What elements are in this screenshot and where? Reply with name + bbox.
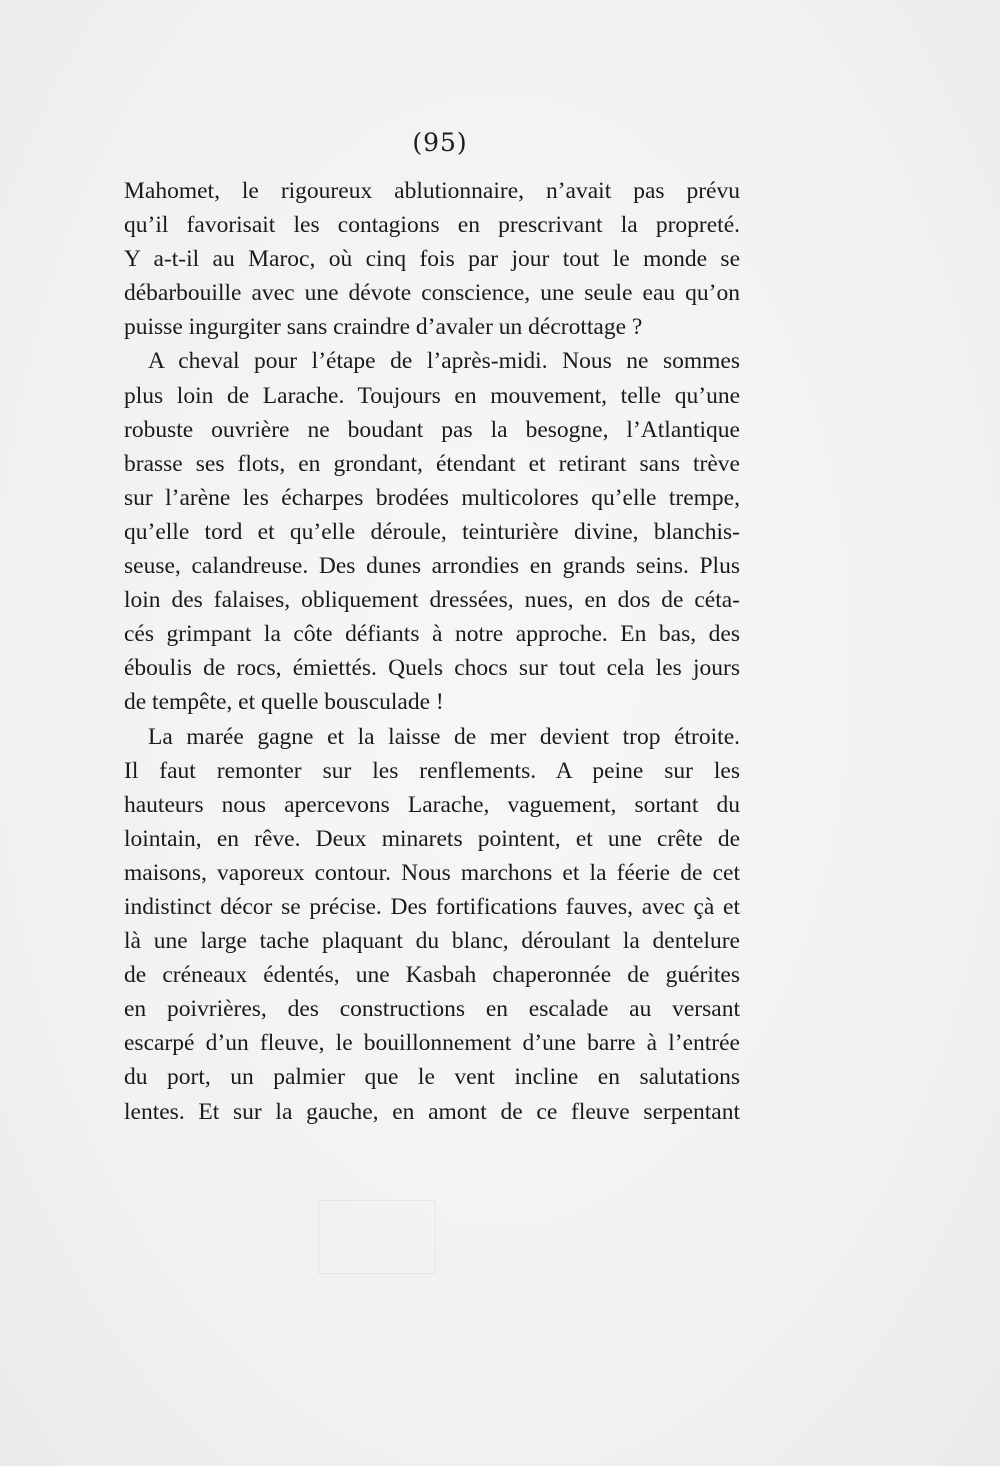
text-line: lointain, en rêve. Deux minarets pointent, et une crête de [124,825,740,852]
text-line: débarbouille avec une dévote conscience, une seule eau qu’on [124,280,740,307]
text-line: qu’il favorisait les contagions en prescrivant la propreté. [124,212,740,239]
text-line: brasse ses flots, en grondant, étendant et retirant sans trève [124,450,740,477]
text-line: loin des falaises, obliquement dressées, nues, en dos de céta- [124,587,740,614]
text-line: sur l’arène les écharpes brodées multicolores qu’elle trempe, [124,484,740,511]
body-text [124,174,740,1129]
text-line: Mahomet, le rigoureux ablutionnaire, n’avait pas prévu [124,178,740,204]
text-line: en poivrières, des constructions en escalade au versant [124,996,740,1023]
text-line: lentes. Et sur la gauche, en amont de ce fleuve serpentant [124,1098,740,1125]
text-line: de tempête, et quelle bousculade ! [124,689,444,716]
text-line: de créneaux édentés, une Kasbah chaperonnée de guérites [124,962,740,989]
text-line: éboulis de rocs, émiettés. Quels chocs sur tout cela les jours [124,655,740,682]
text-line: là une large tache plaquant du blanc, déroulant la dentelure [124,928,740,955]
show-through-stamp [318,1200,436,1274]
text-line: plus loin de Larache. Toujours en mouvement, telle qu’une [124,382,740,409]
text-line: seuse, calandreuse. Des dunes arrondies en grands seins. Plus [124,553,740,580]
text-line: hauteurs nous apercevons Larache, vaguement, sortant du [124,791,740,818]
text-line: qu’elle tord et qu’elle déroule, teinturière divine, blanchis- [124,518,740,545]
page-number: (95) [412,128,468,157]
text-line: La marée gagne et la laisse de mer devient trop étroite. [148,723,740,750]
text-line: Y a-t-il au Maroc, où cinq fois par jour tout le monde se [124,246,740,273]
text-line: Il faut remonter sur les renflements. A peine sur les [124,757,740,784]
text-line: indistinct décor se précise. Des fortifications fauves, avec çà et [124,893,740,920]
text-line: robuste ouvrière ne boudant pas la besogne, l’Atlantique [124,416,740,443]
text-line: maisons, vaporeux contour. Nous marchons et la féerie de cet [124,859,740,886]
text-line: puisse ingurgiter sans craindre d’avaler un décrottage ? [124,314,643,341]
text-line: escarpé d’un fleuve, le bouillonnement d’une barre à l’entrée [124,1030,740,1057]
text-line: du port, un palmier que le vent incline en salutations [124,1064,740,1091]
text-line: cés grimpant la côte défiants à notre approche. En bas, des [124,621,740,648]
text-line: A cheval pour l’étape de l’après-midi. Nous ne sommes [148,348,740,375]
